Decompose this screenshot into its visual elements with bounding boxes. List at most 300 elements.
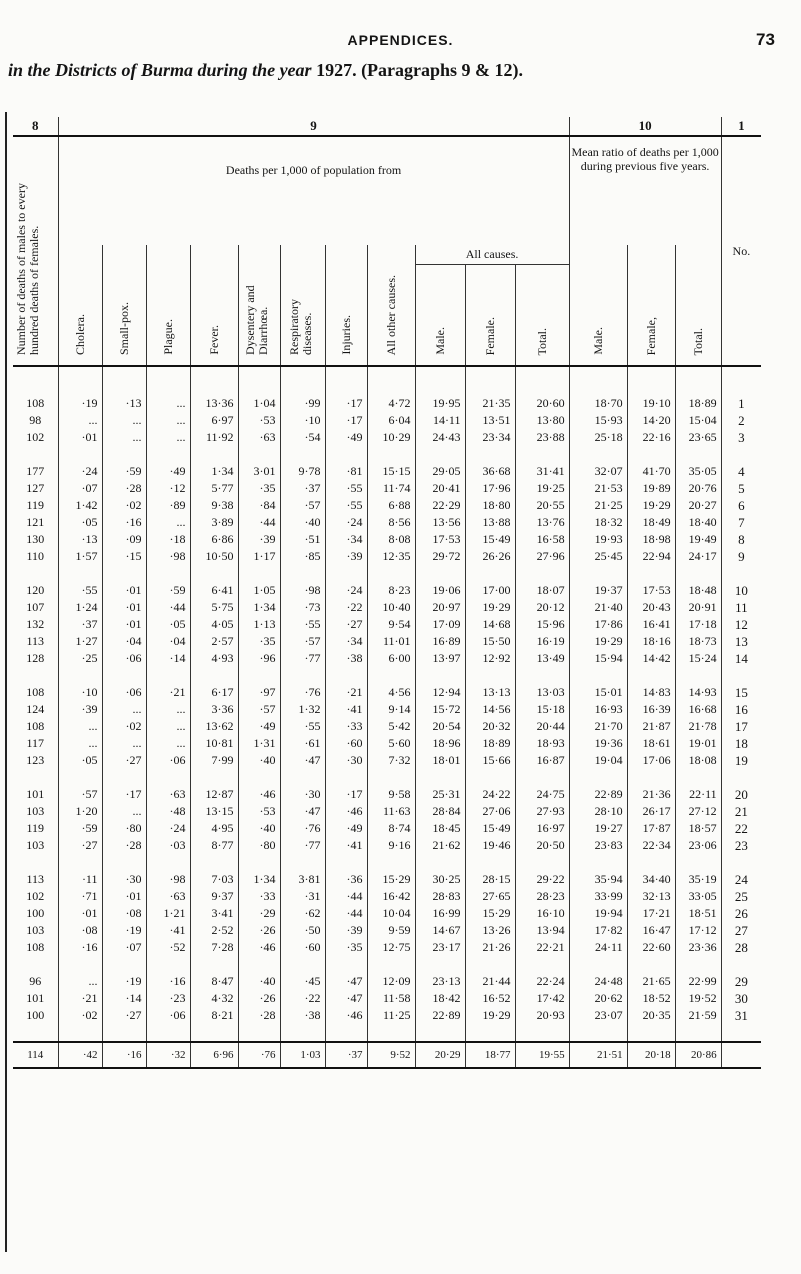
male-cell: 28·83 <box>415 888 465 905</box>
female-cell: 13·26 <box>465 922 515 939</box>
spacer-cell <box>190 956 238 973</box>
spacer-cell <box>515 667 569 684</box>
female-cell: 36·68 <box>465 463 515 480</box>
mean-female-cell: 18·98 <box>627 531 675 548</box>
total-cell: 27·93 <box>515 803 569 820</box>
header-dysentery: Dysentery and Diarrhœa. <box>238 245 280 366</box>
total-cell: 17·42 <box>515 990 569 1007</box>
dysentery-cell: 3·01 <box>238 463 280 480</box>
female-cell: 13·88 <box>465 514 515 531</box>
female-cell: 16·52 <box>465 990 515 1007</box>
other-causes-cell: 6·04 <box>367 412 415 429</box>
spacer-cell <box>515 956 569 973</box>
male-cell: 29·72 <box>415 548 465 565</box>
ratio-cell: 101 <box>13 990 58 1007</box>
respiratory-cell: ·61 <box>280 735 325 752</box>
mean-total-cell: 24·17 <box>675 548 721 565</box>
spacer-cell <box>238 667 280 684</box>
spacer-cell <box>415 565 465 582</box>
spacer-cell <box>13 446 58 463</box>
plague-cell: ... <box>146 514 190 531</box>
male-cell: 22·89 <box>415 1007 465 1024</box>
fever-cell: 8·21 <box>190 1007 238 1024</box>
spacer-cell <box>190 667 238 684</box>
spacer-cell <box>325 1024 367 1042</box>
respiratory-cell: ·30 <box>280 786 325 803</box>
total-cell: 18·93 <box>515 735 569 752</box>
smallpox-cell: ·80 <box>102 820 146 837</box>
table-row <box>13 463 761 480</box>
other-causes-cell: 5·60 <box>367 735 415 752</box>
total-female-cell: 18·77 <box>465 1042 515 1068</box>
smallpox-cell: ... <box>102 412 146 429</box>
fever-cell: 6·41 <box>190 582 238 599</box>
mean-male-cell: 24·11 <box>569 939 627 956</box>
total-cell: 13·80 <box>515 412 569 429</box>
spacer-cell <box>190 565 238 582</box>
spacer-cell <box>465 769 515 786</box>
female-cell: 27·65 <box>465 888 515 905</box>
smallpox-cell: ·16 <box>102 514 146 531</box>
respiratory-cell: ·40 <box>280 514 325 531</box>
fever-cell: 7·99 <box>190 752 238 769</box>
header-male-female-ratio: Number of deaths of males to every hundred deaths of females. <box>13 136 58 366</box>
ratio-cell: 107 <box>13 599 58 616</box>
mean-female-cell: 26·17 <box>627 803 675 820</box>
spacer-cell <box>280 565 325 582</box>
respiratory-cell: ·50 <box>280 922 325 939</box>
fever-cell: 6·17 <box>190 684 238 701</box>
smallpox-cell: ... <box>102 429 146 446</box>
total-cell: 28·23 <box>515 888 569 905</box>
injuries-cell: ·21 <box>325 684 367 701</box>
other-causes-cell: 15·15 <box>367 463 415 480</box>
spacer-cell <box>465 1024 515 1042</box>
plague-cell: ·41 <box>146 922 190 939</box>
spacer-cell <box>102 956 146 973</box>
total-cell: 16·97 <box>515 820 569 837</box>
fever-cell: 5·77 <box>190 480 238 497</box>
mean-female-cell: 20·35 <box>627 1007 675 1024</box>
spacer-cell <box>515 1024 569 1042</box>
plague-cell: ·05 <box>146 616 190 633</box>
dysentery-cell: 1·13 <box>238 616 280 633</box>
table-row <box>13 871 761 888</box>
female-cell: 24·22 <box>465 786 515 803</box>
mean-total-cell: 23·36 <box>675 939 721 956</box>
spacer-cell <box>13 854 58 871</box>
no-cell: 1 <box>738 395 745 411</box>
spacer-cell <box>721 446 761 463</box>
total-ratio-cell: 114 <box>13 1042 58 1068</box>
ratio-cell: 121 <box>13 514 58 531</box>
respiratory-cell: ·47 <box>280 803 325 820</box>
spacer-cell <box>102 854 146 871</box>
mean-total-cell: 20·76 <box>675 480 721 497</box>
mean-female-cell: 18·61 <box>627 735 675 752</box>
spacer-cell <box>238 1024 280 1042</box>
dysentery-cell: 1·04 <box>238 395 280 412</box>
spacer-cell <box>146 366 190 395</box>
mean-male-cell: 19·94 <box>569 905 627 922</box>
dysentery-cell: ·28 <box>238 1007 280 1024</box>
smallpox-cell: ·15 <box>102 548 146 565</box>
plague-cell: ·12 <box>146 480 190 497</box>
total-other-causes-cell: 9·52 <box>367 1042 415 1068</box>
column-number-1: 1 <box>721 117 761 136</box>
dysentery-cell: ·26 <box>238 922 280 939</box>
dysentery-cell: 1·05 <box>238 582 280 599</box>
no-cell: 15 <box>734 684 748 700</box>
smallpox-cell: ·13 <box>102 395 146 412</box>
spacer-cell <box>415 854 465 871</box>
dysentery-cell: ·63 <box>238 429 280 446</box>
spacer-cell <box>367 667 415 684</box>
injuries-cell: ·38 <box>325 650 367 667</box>
respiratory-cell: ·57 <box>280 497 325 514</box>
cholera-cell: ·07 <box>58 480 102 497</box>
female-cell: 17·00 <box>465 582 515 599</box>
header-male: Male. <box>415 265 465 366</box>
ratio-cell: 101 <box>13 786 58 803</box>
page-margin-rule <box>5 112 7 1252</box>
respiratory-cell: ·85 <box>280 548 325 565</box>
cholera-cell: 1·57 <box>58 548 102 565</box>
spacer-cell <box>13 769 58 786</box>
male-cell: 20·41 <box>415 480 465 497</box>
spacer-cell <box>415 769 465 786</box>
smallpox-cell: ·06 <box>102 684 146 701</box>
total-cell: 20·44 <box>515 718 569 735</box>
male-cell: 16·89 <box>415 633 465 650</box>
spacer-cell <box>13 956 58 973</box>
male-cell: 16·99 <box>415 905 465 922</box>
female-cell: 27·06 <box>465 803 515 820</box>
respiratory-cell: ·98 <box>280 582 325 599</box>
header-plague: Plague. <box>146 245 190 366</box>
total-cell: 22·21 <box>515 939 569 956</box>
total-cell: 18·07 <box>515 582 569 599</box>
injuries-cell: ·47 <box>325 973 367 990</box>
no-cell: 9 <box>738 548 745 564</box>
ratio-cell: 108 <box>13 718 58 735</box>
injuries-cell: ·27 <box>325 616 367 633</box>
spacer-cell <box>102 667 146 684</box>
total-male-cell: 20·29 <box>415 1042 465 1068</box>
mean-female-cell: 19·89 <box>627 480 675 497</box>
respiratory-cell: 3·81 <box>280 871 325 888</box>
respiratory-cell: ·60 <box>280 939 325 956</box>
table-row <box>13 973 761 990</box>
male-cell: 14·11 <box>415 412 465 429</box>
mean-male-cell: 19·29 <box>569 633 627 650</box>
spacer-cell <box>367 366 415 395</box>
table-row <box>13 820 761 837</box>
male-cell: 23·17 <box>415 939 465 956</box>
spacer-cell <box>367 446 415 463</box>
mean-total-cell: 22·11 <box>675 786 721 803</box>
mean-male-cell: 25·18 <box>569 429 627 446</box>
total-total-cell: 19·55 <box>515 1042 569 1068</box>
female-cell: 14·68 <box>465 616 515 633</box>
no-cell: 26 <box>734 905 748 921</box>
ratio-cell: 103 <box>13 803 58 820</box>
total-cell: 24·75 <box>515 786 569 803</box>
total-cell: 20·55 <box>515 497 569 514</box>
injuries-cell: ·46 <box>325 1007 367 1024</box>
spacer-cell <box>102 446 146 463</box>
respiratory-cell: ·62 <box>280 905 325 922</box>
injuries-cell: ·33 <box>325 718 367 735</box>
respiratory-cell: ·31 <box>280 888 325 905</box>
other-causes-cell: 12·75 <box>367 939 415 956</box>
other-causes-cell: 4·56 <box>367 684 415 701</box>
page-header <box>0 0 801 85</box>
fever-cell: 4·05 <box>190 616 238 633</box>
ratio-cell: 110 <box>13 548 58 565</box>
table-row <box>13 888 761 905</box>
mean-female-cell: 21·36 <box>627 786 675 803</box>
no-cell: 18 <box>734 735 748 751</box>
spacer-cell <box>190 446 238 463</box>
dysentery-cell: ·26 <box>238 990 280 1007</box>
smallpox-cell: ·30 <box>102 871 146 888</box>
total-cell: 20·50 <box>515 837 569 854</box>
male-cell: 18·42 <box>415 990 465 1007</box>
fever-cell: 7·03 <box>190 871 238 888</box>
smallpox-cell: ... <box>102 803 146 820</box>
total-mean-total-cell: 20·86 <box>675 1042 721 1068</box>
fever-cell: 9·37 <box>190 888 238 905</box>
no-cell: 8 <box>738 531 745 547</box>
spacer-cell <box>146 1024 190 1042</box>
mean-total-cell: 35·05 <box>675 463 721 480</box>
spacer-cell <box>280 1024 325 1042</box>
female-cell: 15·49 <box>465 531 515 548</box>
other-causes-cell: 6·88 <box>367 497 415 514</box>
fever-cell: 4·95 <box>190 820 238 837</box>
mean-female-cell: 34·40 <box>627 871 675 888</box>
mean-male-cell: 19·36 <box>569 735 627 752</box>
fever-cell: 2·52 <box>190 922 238 939</box>
mean-total-cell: 15·24 <box>675 650 721 667</box>
spacer-cell <box>569 1024 627 1042</box>
injuries-cell: ·34 <box>325 633 367 650</box>
male-cell: 24·43 <box>415 429 465 446</box>
spacer-row <box>13 366 761 395</box>
other-causes-cell: 15·29 <box>367 871 415 888</box>
total-cholera-cell: ·42 <box>58 1042 102 1068</box>
fever-cell: 5·75 <box>190 599 238 616</box>
respiratory-cell: ·76 <box>280 820 325 837</box>
ratio-cell: 117 <box>13 735 58 752</box>
fever-cell: 6·86 <box>190 531 238 548</box>
mean-female-cell: 14·42 <box>627 650 675 667</box>
mean-male-cell: 21·53 <box>569 480 627 497</box>
cholera-cell: ·16 <box>58 939 102 956</box>
no-cell: 2 <box>738 412 745 428</box>
smallpox-cell: ·27 <box>102 1007 146 1024</box>
spacer-cell <box>721 565 761 582</box>
fever-cell: 8·47 <box>190 973 238 990</box>
table-row <box>13 412 761 429</box>
spacer-cell <box>721 1024 761 1042</box>
spacer-cell <box>675 565 721 582</box>
cholera-cell: 1·24 <box>58 599 102 616</box>
fever-cell: 3·89 <box>190 514 238 531</box>
spacer-cell <box>627 1024 675 1042</box>
running-head: APPENDICES. <box>347 32 454 48</box>
respiratory-cell: ·57 <box>280 633 325 650</box>
spacer-cell <box>515 854 569 871</box>
table-row <box>13 905 761 922</box>
mean-male-cell: 28·10 <box>569 803 627 820</box>
fever-cell: 9·38 <box>190 497 238 514</box>
plague-cell: ·23 <box>146 990 190 1007</box>
spacer-cell <box>280 854 325 871</box>
male-cell: 18·45 <box>415 820 465 837</box>
no-cell: 22 <box>734 820 748 836</box>
ratio-cell: 130 <box>13 531 58 548</box>
mean-male-cell: 25·45 <box>569 548 627 565</box>
cholera-cell: ·11 <box>58 871 102 888</box>
dysentery-cell: ·84 <box>238 497 280 514</box>
ratio-cell: 108 <box>13 939 58 956</box>
injuries-cell: ·24 <box>325 582 367 599</box>
mean-female-cell: 22·94 <box>627 548 675 565</box>
mean-male-cell: 33·99 <box>569 888 627 905</box>
mean-male-cell: 17·86 <box>569 616 627 633</box>
spacer-cell <box>569 769 627 786</box>
mean-total-cell: 20·27 <box>675 497 721 514</box>
cholera-cell: ·19 <box>58 395 102 412</box>
injuries-cell: ·34 <box>325 531 367 548</box>
cholera-cell: ·25 <box>58 650 102 667</box>
mean-female-cell: 22·16 <box>627 429 675 446</box>
female-cell: 17·96 <box>465 480 515 497</box>
ratio-cell: 98 <box>13 412 58 429</box>
totals-row <box>13 1042 761 1068</box>
plague-cell: ... <box>146 701 190 718</box>
male-cell: 25·31 <box>415 786 465 803</box>
spacer-cell <box>465 854 515 871</box>
fever-cell: 13·15 <box>190 803 238 820</box>
mean-male-cell: 32·07 <box>569 463 627 480</box>
no-cell: 24 <box>734 871 748 887</box>
total-cell: 22·24 <box>515 973 569 990</box>
spacer-cell <box>102 366 146 395</box>
mortality-table <box>13 117 761 1069</box>
total-cell: 13·94 <box>515 922 569 939</box>
male-cell: 12·94 <box>415 684 465 701</box>
smallpox-cell: ·01 <box>102 616 146 633</box>
spacer-cell <box>325 854 367 871</box>
plague-cell: ... <box>146 412 190 429</box>
male-cell: 19·06 <box>415 582 465 599</box>
other-causes-cell: 16·42 <box>367 888 415 905</box>
mean-female-cell: 18·16 <box>627 633 675 650</box>
female-cell: 12·92 <box>465 650 515 667</box>
spacer-cell <box>58 956 102 973</box>
mean-female-cell: 21·65 <box>627 973 675 990</box>
header-other-causes: All other causes. <box>367 245 415 366</box>
spacer-cell <box>675 956 721 973</box>
other-causes-cell: 11·25 <box>367 1007 415 1024</box>
cholera-cell: ·24 <box>58 463 102 480</box>
dysentery-cell: ·39 <box>238 531 280 548</box>
spacer-cell <box>675 769 721 786</box>
female-cell: 18·89 <box>465 735 515 752</box>
spacer-cell <box>721 667 761 684</box>
cholera-cell: ·01 <box>58 429 102 446</box>
mean-female-cell: 22·34 <box>627 837 675 854</box>
dysentery-cell: ·49 <box>238 718 280 735</box>
spacer-cell <box>325 956 367 973</box>
injuries-cell: ·39 <box>325 548 367 565</box>
plague-cell: ·03 <box>146 837 190 854</box>
spacer-cell <box>569 956 627 973</box>
male-cell: 17·09 <box>415 616 465 633</box>
no-cell: 7 <box>738 514 745 530</box>
spacer-cell <box>58 854 102 871</box>
table-row <box>13 599 761 616</box>
mean-male-cell: 19·37 <box>569 582 627 599</box>
mean-male-cell: 21·70 <box>569 718 627 735</box>
fever-cell: 1·34 <box>190 463 238 480</box>
mean-total-cell: 19·49 <box>675 531 721 548</box>
spacer-cell <box>627 565 675 582</box>
table-caption <box>8 60 523 81</box>
respiratory-cell: 1·32 <box>280 701 325 718</box>
plague-cell: ... <box>146 718 190 735</box>
cholera-cell: ·01 <box>58 905 102 922</box>
mean-male-cell: 19·04 <box>569 752 627 769</box>
mean-male-cell: 18·70 <box>569 395 627 412</box>
respiratory-cell: ·73 <box>280 599 325 616</box>
respiratory-cell: ·45 <box>280 973 325 990</box>
mean-male-cell: 16·93 <box>569 701 627 718</box>
fever-cell: 13·62 <box>190 718 238 735</box>
ratio-cell: 177 <box>13 463 58 480</box>
respiratory-cell: ·51 <box>280 531 325 548</box>
other-causes-cell: 5·42 <box>367 718 415 735</box>
female-cell: 21·35 <box>465 395 515 412</box>
spacer-cell <box>325 565 367 582</box>
fever-cell: 13·36 <box>190 395 238 412</box>
spacer-row <box>13 854 761 871</box>
mean-female-cell: 21·87 <box>627 718 675 735</box>
plague-cell: ·89 <box>146 497 190 514</box>
male-cell: 22·29 <box>415 497 465 514</box>
spacer-cell <box>13 565 58 582</box>
respiratory-cell: ·76 <box>280 684 325 701</box>
spacer-cell <box>569 446 627 463</box>
injuries-cell: ·60 <box>325 735 367 752</box>
table-row <box>13 616 761 633</box>
female-cell: 14·56 <box>465 701 515 718</box>
dysentery-cell: ·46 <box>238 939 280 956</box>
no-cell: 25 <box>734 888 748 904</box>
fever-cell: 7·28 <box>190 939 238 956</box>
table-body <box>13 366 761 1068</box>
spacer-cell <box>190 854 238 871</box>
injuries-cell: ·46 <box>325 803 367 820</box>
mean-male-cell: 19·27 <box>569 820 627 837</box>
spacer-cell <box>515 446 569 463</box>
total-respiratory-cell: 1·03 <box>280 1042 325 1068</box>
table-row <box>13 735 761 752</box>
fever-cell: 4·93 <box>190 650 238 667</box>
